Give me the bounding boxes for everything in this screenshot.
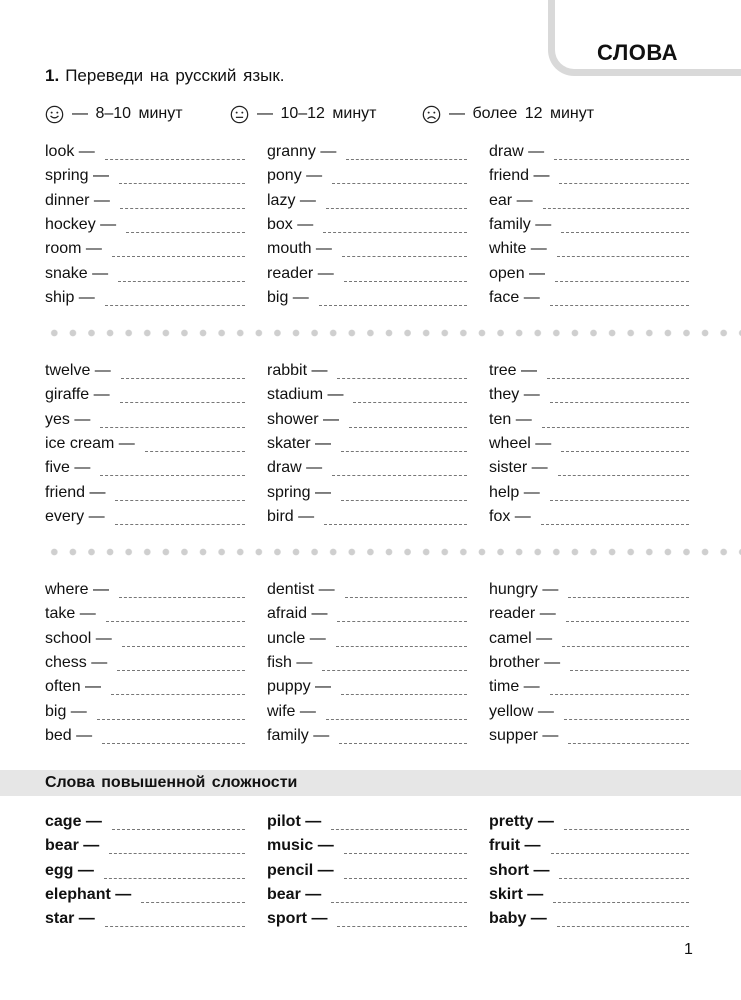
answer-blank[interactable] xyxy=(331,828,467,830)
timing-fast xyxy=(45,103,183,125)
word-entry: wife — xyxy=(267,698,467,722)
answer-blank[interactable] xyxy=(551,852,689,854)
word-entry: yellow — xyxy=(489,698,689,722)
word-entry: open — xyxy=(489,260,689,284)
word-entry: hockey — xyxy=(45,211,245,235)
answer-blank[interactable] xyxy=(112,255,245,257)
word-entry: sister — xyxy=(489,454,689,478)
answer-blank[interactable] xyxy=(337,377,467,379)
answer-blank[interactable] xyxy=(341,450,467,452)
word-entry: yes — xyxy=(45,406,245,430)
word-entry: big — xyxy=(267,284,467,308)
task-instruction xyxy=(45,66,285,86)
answer-blank[interactable] xyxy=(550,304,689,306)
answer-blank[interactable] xyxy=(543,207,689,209)
answer-blank[interactable] xyxy=(104,877,245,879)
answer-blank[interactable] xyxy=(570,669,689,671)
answer-blank[interactable] xyxy=(542,426,689,428)
word-entry: reader — xyxy=(267,260,467,284)
word-entry: egg — xyxy=(45,857,245,881)
answer-blank[interactable] xyxy=(554,158,689,160)
word-entry: mouth — xyxy=(267,235,467,259)
answer-blank[interactable] xyxy=(120,207,245,209)
answer-blank[interactable] xyxy=(547,377,689,379)
word-entry: reader — xyxy=(489,600,689,624)
word-entry: five — xyxy=(45,454,245,478)
word-entry: twelve — xyxy=(45,357,245,381)
word-entry: rabbit — xyxy=(267,357,467,381)
word-entry: puppy — xyxy=(267,673,467,697)
answer-blank[interactable] xyxy=(555,280,689,282)
word-entry: pony — xyxy=(267,162,467,186)
answer-blank[interactable] xyxy=(344,280,467,282)
page-number: 1 xyxy=(684,941,693,958)
word-entry: hungry — xyxy=(489,576,689,600)
word-entry: chess — xyxy=(45,649,245,673)
answer-blank[interactable] xyxy=(102,742,245,744)
word-entry: uncle — xyxy=(267,625,467,649)
word-entry: short — xyxy=(489,857,689,881)
answer-blank[interactable] xyxy=(345,596,467,598)
word-entry: white — xyxy=(489,235,689,259)
word-entry: draw — xyxy=(267,454,467,478)
word-entry: look — xyxy=(45,138,245,162)
answer-blank[interactable] xyxy=(344,852,467,854)
answer-blank[interactable] xyxy=(349,426,467,428)
answer-blank[interactable] xyxy=(550,693,689,695)
word-entry: bird — xyxy=(267,503,467,527)
timing-slow-text: — более 12 минут xyxy=(449,105,595,122)
word-entry: brother — xyxy=(489,649,689,673)
dotted-divider xyxy=(45,329,741,337)
answer-blank[interactable] xyxy=(120,401,245,403)
word-entry: bear — xyxy=(45,832,245,856)
answer-blank[interactable] xyxy=(331,901,467,903)
answer-blank[interactable] xyxy=(561,450,689,452)
frown-icon xyxy=(422,105,441,124)
word-entry: supper — xyxy=(489,722,689,746)
word-entry: ship — xyxy=(45,284,245,308)
answer-blank[interactable] xyxy=(115,499,245,501)
word-entry: ear — xyxy=(489,187,689,211)
word-entry: take — xyxy=(45,600,245,624)
answer-blank[interactable] xyxy=(112,828,245,830)
answer-blank[interactable] xyxy=(550,499,689,501)
word-entry: help — xyxy=(489,479,689,503)
answer-blank[interactable] xyxy=(105,158,245,160)
answer-blank[interactable] xyxy=(323,231,467,233)
word-entry: family — xyxy=(489,211,689,235)
answer-blank[interactable] xyxy=(558,474,689,476)
answer-blank[interactable] xyxy=(344,877,467,879)
answer-blank[interactable] xyxy=(561,231,689,233)
advanced-section-title: Слова повышенной сложности xyxy=(45,774,298,791)
word-entry: shower — xyxy=(267,406,467,430)
word-entry: pretty — xyxy=(489,808,689,832)
word-entry: every — xyxy=(45,503,245,527)
word-entry: box — xyxy=(267,211,467,235)
answer-blank[interactable] xyxy=(145,450,245,452)
word-entry: bear — xyxy=(267,881,467,905)
word-entry: baby — xyxy=(489,905,689,929)
answer-blank[interactable] xyxy=(342,255,467,257)
word-entry: spring — xyxy=(267,479,467,503)
answer-blank[interactable] xyxy=(559,877,689,879)
answer-blank[interactable] xyxy=(341,499,467,501)
task-text: Переведи на русский язык. xyxy=(65,66,285,85)
answer-blank[interactable] xyxy=(564,718,689,720)
word-entry: wheel — xyxy=(489,430,689,454)
answer-blank[interactable] xyxy=(346,158,467,160)
word-entry: face — xyxy=(489,284,689,308)
word-entry: dinner — xyxy=(45,187,245,211)
word-entry: lazy — xyxy=(267,187,467,211)
word-entry: ice cream — xyxy=(45,430,245,454)
word-entry: granny — xyxy=(267,138,467,162)
word-entry: skirt — xyxy=(489,881,689,905)
word-entry: fruit — xyxy=(489,832,689,856)
word-entry: giraffe — xyxy=(45,381,245,405)
answer-blank[interactable] xyxy=(322,669,467,671)
answer-blank[interactable] xyxy=(111,693,245,695)
timing-fast-text: — 8–10 минут xyxy=(72,105,183,122)
word-entry: tree — xyxy=(489,357,689,381)
answer-blank[interactable] xyxy=(336,645,467,647)
smile-icon xyxy=(45,105,64,124)
timing-slow xyxy=(422,103,594,125)
word-entry: snake — xyxy=(45,260,245,284)
word-entry: pencil — xyxy=(267,857,467,881)
answer-blank[interactable] xyxy=(559,182,689,184)
word-entry: often — xyxy=(45,673,245,697)
answer-blank[interactable] xyxy=(353,401,467,403)
page-title: СЛОВА xyxy=(597,40,679,65)
answer-blank[interactable] xyxy=(109,852,245,854)
word-entry: star — xyxy=(45,905,245,929)
word-entry: fox — xyxy=(489,503,689,527)
word-entry: spring — xyxy=(45,162,245,186)
answer-blank[interactable] xyxy=(121,377,245,379)
answer-blank[interactable] xyxy=(553,901,689,903)
answer-blank[interactable] xyxy=(550,401,689,403)
word-entry: they — xyxy=(489,381,689,405)
answer-blank[interactable] xyxy=(117,669,245,671)
word-entry: friend — xyxy=(489,162,689,186)
answer-blank[interactable] xyxy=(557,925,689,927)
answer-blank[interactable] xyxy=(326,207,467,209)
word-entry: big — xyxy=(45,698,245,722)
word-entry: school — xyxy=(45,625,245,649)
answer-blank[interactable] xyxy=(105,925,245,927)
word-entry: draw — xyxy=(489,138,689,162)
word-entry: family — xyxy=(267,722,467,746)
word-entry: pilot — xyxy=(267,808,467,832)
answer-blank[interactable] xyxy=(106,620,245,622)
answer-blank[interactable] xyxy=(568,742,689,744)
dotted-divider xyxy=(45,548,741,556)
word-entry: cage — xyxy=(45,808,245,832)
answer-blank[interactable] xyxy=(319,304,467,306)
word-entry: camel — xyxy=(489,625,689,649)
task-number: 1. xyxy=(45,66,60,85)
word-entry: bed — xyxy=(45,722,245,746)
answer-blank[interactable] xyxy=(326,718,467,720)
answer-blank[interactable] xyxy=(337,925,467,927)
answer-blank[interactable] xyxy=(126,231,245,233)
answer-blank[interactable] xyxy=(324,523,467,525)
answer-blank[interactable] xyxy=(541,523,689,525)
answer-blank[interactable] xyxy=(141,901,245,903)
answer-blank[interactable] xyxy=(332,474,467,476)
word-entry: sport — xyxy=(267,905,467,929)
word-entry: friend — xyxy=(45,479,245,503)
answer-blank[interactable] xyxy=(118,280,245,282)
word-entry: skater — xyxy=(267,430,467,454)
word-entry: ten — xyxy=(489,406,689,430)
answer-blank[interactable] xyxy=(119,596,245,598)
neutral-face-icon xyxy=(230,105,249,124)
word-entry: where — xyxy=(45,576,245,600)
timing-medium xyxy=(230,103,376,125)
answer-blank[interactable] xyxy=(566,620,689,622)
answer-blank[interactable] xyxy=(337,620,467,622)
answer-blank[interactable] xyxy=(568,596,689,598)
word-entry: stadium — xyxy=(267,381,467,405)
word-entry: room — xyxy=(45,235,245,259)
timing-medium-text: — 10–12 минут xyxy=(257,105,377,122)
word-entry: dentist — xyxy=(267,576,467,600)
answer-blank[interactable] xyxy=(332,182,467,184)
answer-blank[interactable] xyxy=(119,182,245,184)
answer-blank[interactable] xyxy=(122,645,245,647)
word-entry: fish — xyxy=(267,649,467,673)
answer-blank[interactable] xyxy=(100,474,245,476)
answer-blank[interactable] xyxy=(557,255,689,257)
answer-blank[interactable] xyxy=(564,828,689,830)
word-entry: elephant — xyxy=(45,881,245,905)
word-entry: time — xyxy=(489,673,689,697)
answer-blank[interactable] xyxy=(341,693,467,695)
word-entry: afraid — xyxy=(267,600,467,624)
answer-blank[interactable] xyxy=(562,645,689,647)
answer-blank[interactable] xyxy=(339,742,467,744)
word-entry: music — xyxy=(267,832,467,856)
answer-blank[interactable] xyxy=(97,718,245,720)
answer-blank[interactable] xyxy=(105,304,245,306)
answer-blank[interactable] xyxy=(100,426,245,428)
answer-blank[interactable] xyxy=(115,523,245,525)
